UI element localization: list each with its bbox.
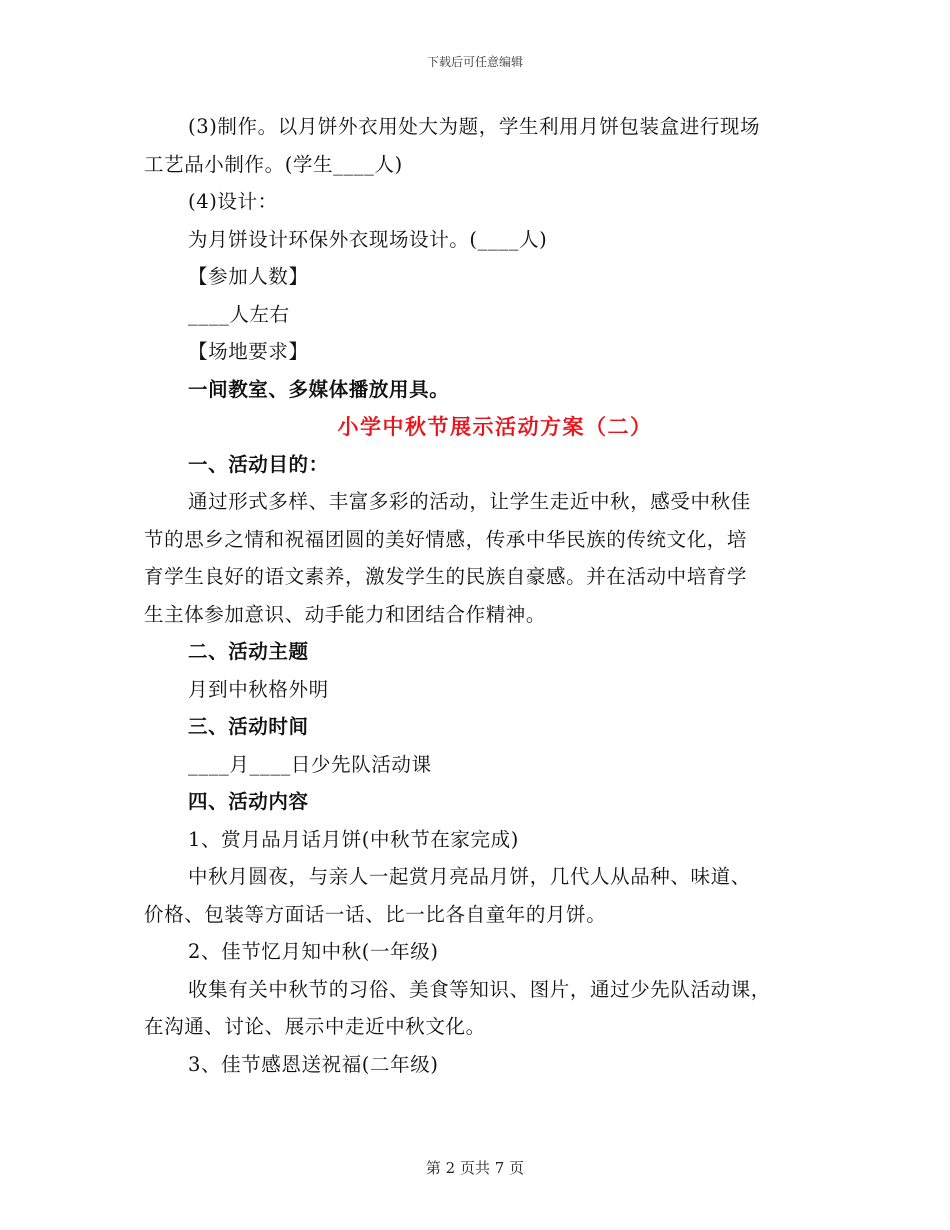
paragraph-line: 1、赏月品月话月饼(中秋节在家完成) xyxy=(188,827,519,851)
paragraph-line: 收集有关中秋节的习俗、美食等知识、图片，通过少先队活动课， xyxy=(188,977,771,1001)
paragraph-line: 2、佳节忆月知中秋(一年级) xyxy=(188,940,439,963)
paragraph-line: 节的思乡之情和祝福团圆的美好情感，传承中华民族的传统文化，培 xyxy=(144,527,748,551)
paragraph-line: 为月饼设计环保外衣现场设计。(____人) xyxy=(188,227,548,251)
heading-line: 一间教室、多媒体播放用具。 xyxy=(188,377,450,401)
paragraph-line: 在沟通、讨论、展示中走近中秋文化。 xyxy=(144,1015,486,1038)
paragraph-line: 价格、包装等方面话一话、比一比各自童年的月饼。 xyxy=(144,902,607,926)
paragraph-line: ____月____日少先队活动课 xyxy=(188,752,432,776)
heading-line: 三、活动时间 xyxy=(188,715,309,738)
paragraph-line: 【参加人数】 xyxy=(188,265,309,288)
paragraph-line: 3、佳节感恩送祝福(二年级) xyxy=(188,1052,439,1076)
paragraph-line: 生主体参加意识、动手能力和团结合作精神。 xyxy=(144,602,547,626)
paragraph-line: (4)设计： xyxy=(188,190,278,213)
document-body xyxy=(144,108,814,1083)
paragraph-line: 通过形式多样、丰富多彩的活动，让学生走近中秋，感受中秋佳 xyxy=(188,490,751,513)
section-title: 小学中秋节展示活动方案（二） xyxy=(337,414,653,439)
paragraph-line: ____人左右 xyxy=(188,302,290,326)
heading-line: 二、活动主题 xyxy=(188,640,309,663)
paragraph-line: 育学生良好的语文素养，激发学生的民族自豪感。并在活动中培育学 xyxy=(144,565,748,588)
paragraph-line: 中秋月圆夜，与亲人一起赏月亮品月饼，几代人从品种、味道、 xyxy=(188,865,751,888)
heading-line: 一、活动目的： xyxy=(188,452,329,476)
heading-line: 四、活动内容 xyxy=(188,790,309,813)
paragraph-line: 工艺品小制作。(学生____人) xyxy=(144,152,403,176)
paragraph-line: 【场地要求】 xyxy=(188,340,309,363)
page-footer: 第 2 页共 7 页 xyxy=(425,1159,525,1177)
paragraph-line: (3)制作。以月饼外衣用处大为题，学生利用月饼包装盒进行现场 xyxy=(188,115,761,138)
page-header: 下载后可任意编辑 xyxy=(426,55,523,69)
paragraph-line: 月到中秋格外明 xyxy=(188,677,329,701)
